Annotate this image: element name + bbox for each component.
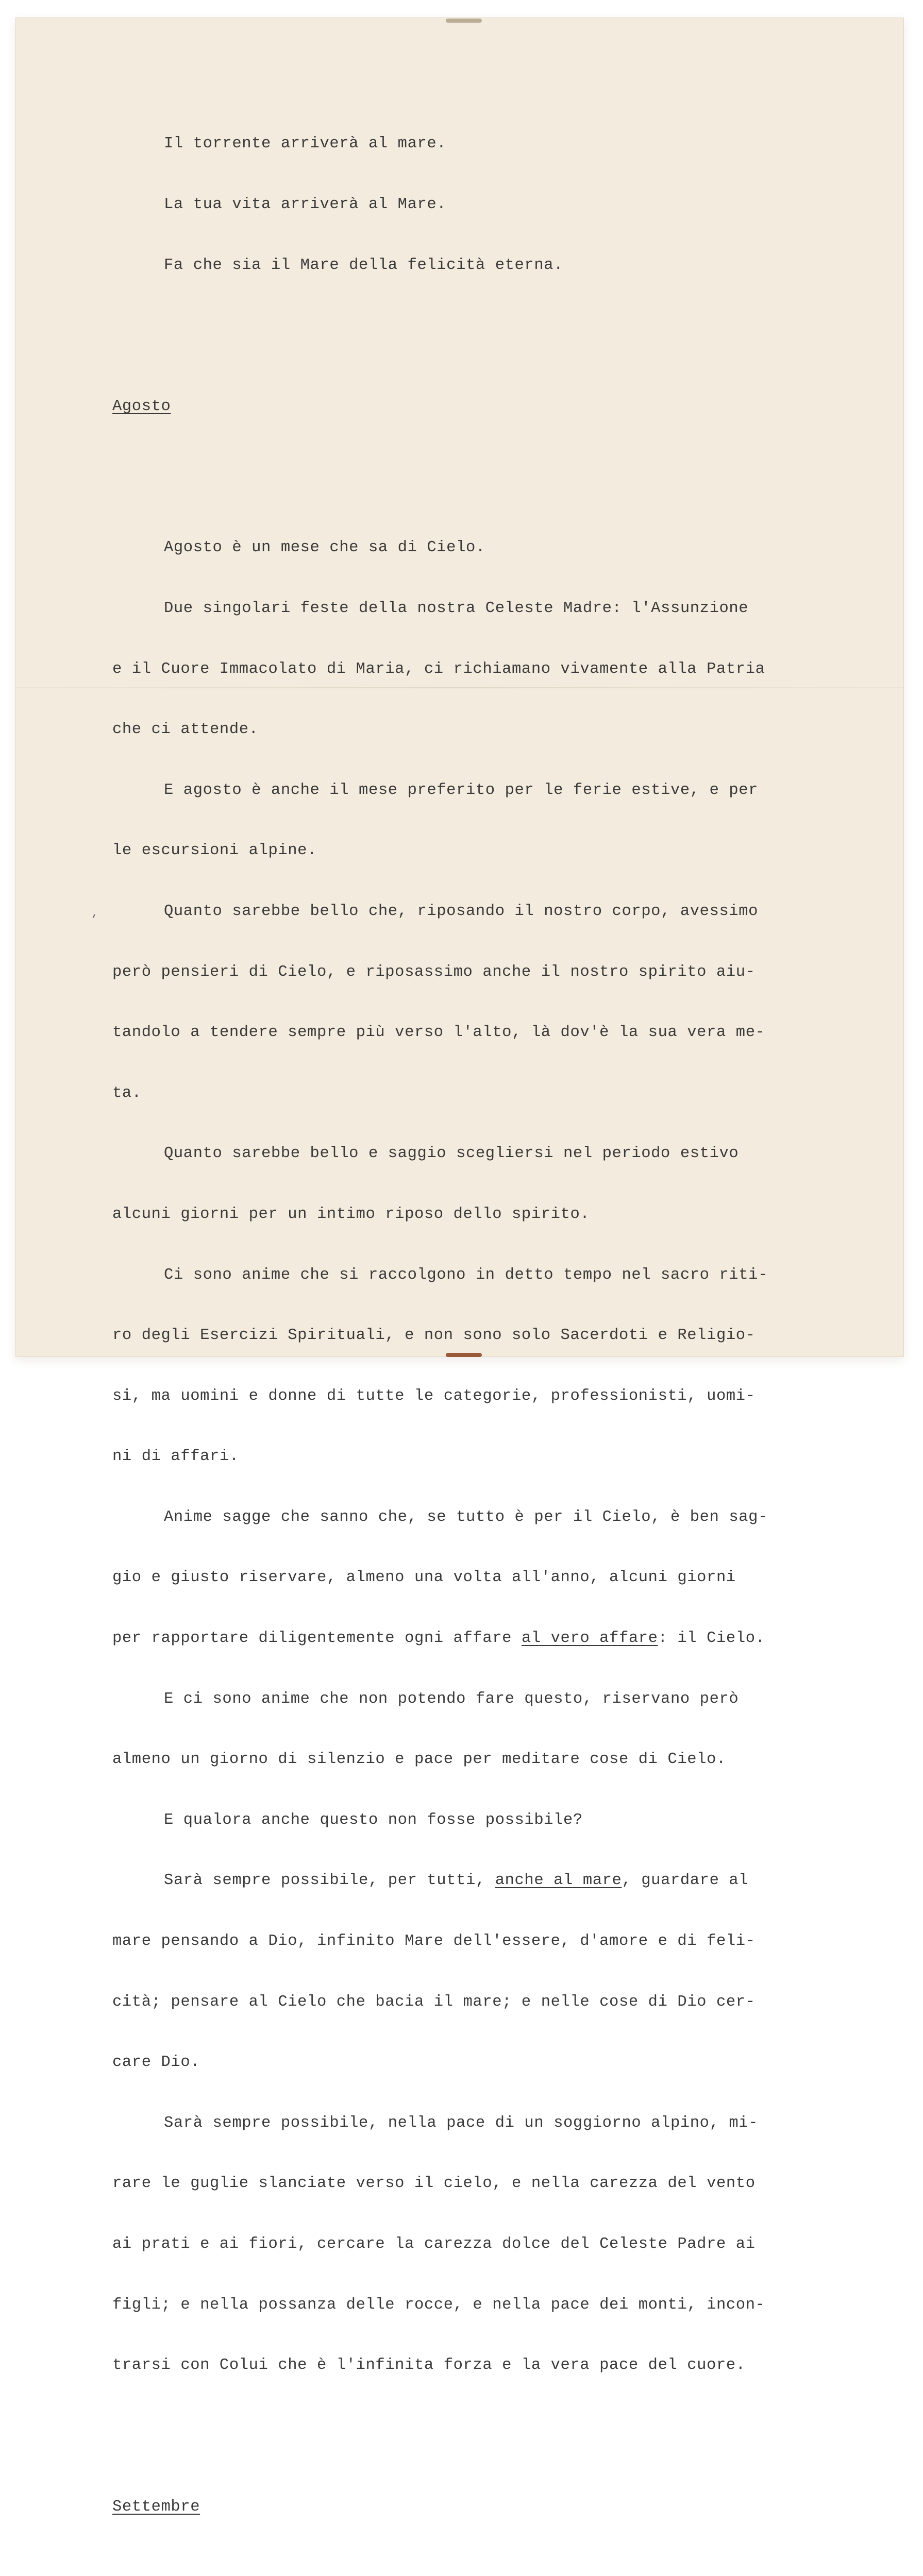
paragraph-line: E ci sono anime che non potendo fare questo, riservano però	[164, 1690, 739, 1708]
paragraph-line: gio e giusto riservare, almeno una volta all'anno, alcuni giorni	[112, 1569, 736, 1587]
paragraph-line: che ci attende.	[112, 721, 259, 739]
paragraph-line: ta.	[112, 1084, 142, 1102]
paragraph-line: Sarà sempre possibile, per tutti, anche al mare, guardare al	[164, 1872, 749, 1890]
underlined-phrase: al vero affare	[521, 1630, 658, 1648]
top-edge-mark	[446, 19, 482, 23]
paragraph-line: per rapportare diligentemente ogni affare al vero affare: il Cielo.	[112, 1630, 765, 1648]
paragraph-line: e il Cuore Immacolato di Maria, ci richiamano vivamente alla Patria	[112, 660, 765, 678]
paragraph-line: E agosto è anche il mese preferito per le ferie estive, e per	[164, 781, 759, 799]
paragraph-line: alcuni giorni per un intimo riposo dello spirito.	[112, 1205, 590, 1223]
stray-mark: ,	[92, 908, 98, 920]
paragraph-line: care Dio.	[112, 2054, 200, 2072]
underlined-phrase: anche al mare	[495, 1872, 622, 1890]
paragraph-line: figli; e nella possanza delle rocce, e nella pace dei monti, incon-	[112, 2296, 765, 2314]
paragraph-line: trarsi con Colui che è l'infinita forza e la vera pace del cuore.	[112, 2357, 746, 2375]
paragraph-line: mare pensando a Dio, infinito Mare dell'essere, d'amore e di feli-	[112, 1933, 756, 1951]
paragraph-line: Anime sagge che sanno che, se tutto è per il Cielo, è ben sag-	[164, 1508, 768, 1526]
paragraph-line: Sarà sempre possibile, nella pace di un soggiorno alpino, mi-	[164, 2114, 759, 2132]
paragraph-line: E qualora anche questo non fosse possibile?	[164, 1811, 583, 1829]
paragraph-line: però pensieri di Cielo, e riposassimo anche il nostro spirito aiu-	[112, 963, 756, 981]
intro-line: Fa che sia il Mare della felicità eterna.	[164, 256, 564, 274]
paragraph-line: ai prati e ai fiori, cercare la carezza dolce del Celeste Padre ai	[112, 2235, 756, 2253]
paragraph-line: le escursioni alpine.	[112, 842, 317, 860]
paragraph-line: rare le guglie slanciate verso il cielo, e nella carezza del vento	[112, 2175, 756, 2193]
typed-document	[112, 94, 844, 2576]
paragraph-line: tandolo a tendere sempre più verso l'alto, là dov'è la sua vera me-	[112, 1024, 765, 1042]
intro-line: Il torrente arriverà al mare.	[164, 135, 447, 153]
paragraph-line: Ci sono anime che si raccolgono in detto tempo nel sacro riti-	[164, 1266, 768, 1284]
paragraph-line: Quanto sarebbe bello e saggio scegliersi nel periodo estivo	[164, 1145, 739, 1163]
paragraph-line: ro degli Esercizi Spirituali, e non sono solo Sacerdoti e Religio-	[112, 1327, 756, 1345]
paragraph-line: Agosto è un mese che sa di Cielo.	[164, 539, 485, 557]
paragraph-line: Due singolari feste della nostra Celeste Madre: l'Assunzione	[164, 599, 749, 617]
paragraph-line: cità; pensare al Cielo che bacia il mare; e nelle cose di Dio cer-	[112, 1993, 756, 2011]
intro-line: La tua vita arriverà al Mare.	[164, 196, 447, 213]
section-heading-agosto: Agosto	[112, 397, 171, 415]
paragraph-line: si, ma uomini e donne di tutte le categorie, professionisti, uomi-	[112, 1387, 756, 1405]
paragraph-line: ni di affari.	[112, 1448, 239, 1466]
paragraph-line: Quanto sarebbe bello che, riposando il nostro corpo, avessimo	[164, 902, 759, 920]
paragraph-line: almeno un giorno di silenzio e pace per meditare cose di Cielo.	[112, 1751, 726, 1769]
section-heading-settembre: Settembre	[112, 2498, 200, 2516]
